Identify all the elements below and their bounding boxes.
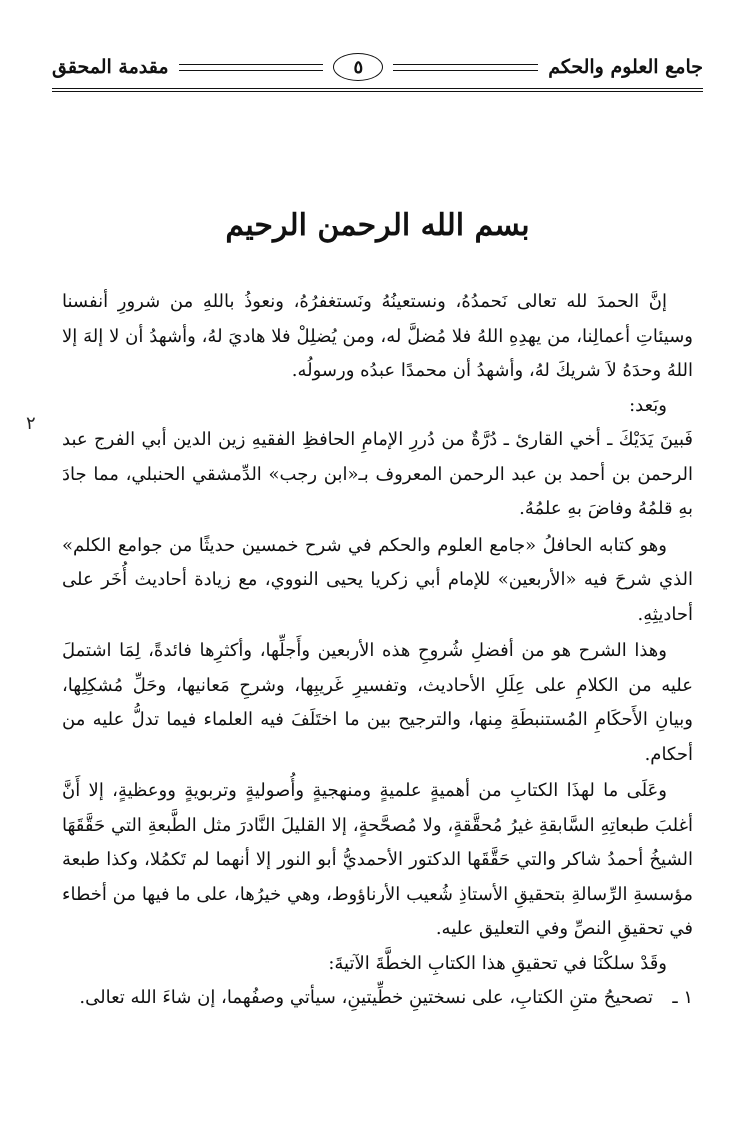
header-divider	[52, 88, 703, 92]
list-item-text: تصحيحُ متنِ الكتابِ، على نسختينِ خطِّيتينِ، سيأتي وصفُهما، إن شاءَ الله تعالى.	[79, 987, 653, 1008]
basmala: بسم الله الرحمن الرحيم	[225, 208, 530, 243]
paragraph: وهذا الشرح هو من أفضلِ شُروحِ هذه الأربعين وأَجلِّها، وأكثرِها فائدةً، لِمَا اشتملَ عليه من الكلامِ على عِلَلِ الأحاديث، وتفسيرِ غَريبِها، وشرحِ مَعانيها، وحَلِّ مُشكِلِها، وبيانِ الأَحكَامِ المُستنبطَةِ مِنها، والترجيح بين ما اختَلَفَ فيه العلماء فيما تدلُّ عليه من أحكام.	[62, 640, 693, 765]
running-header	[52, 50, 703, 84]
paragraph: وهو كتابه الحافلُ «جامع العلوم والحكم في شرح خمسين حديثًا من جوامع الكلم» الذي شرحَ فيه «الأربعين» للإمام أبي زكريا يحيى النووي، مع زيادة أحاديث أُخَر على أحاديثِهِ.	[62, 534, 693, 625]
header-section-title: مقدمة المحقق	[52, 56, 169, 78]
header-rule-left	[179, 64, 324, 71]
list-item-number: ١ ـ	[672, 987, 693, 1008]
paragraph: إنَّ الحمدَ لله تعالى نَحمدُهُ، ونستعينُهُ ونَستغفرُهُ، ونعوذُ باللهِ من شرورِ أنفسنا وسيئاتِ أعمالِنا، من يهدِهِ اللهُ فلا مُضلَّ له، ومن يُضلِلْ فلا هاديَ لهُ، وأشهدُ أن لا إلهَ إلا اللهُ وحدَهُ لاَ شريكَ لهُ، وأشهدُ أن محمدًا عبدُه ورسولُه.	[62, 291, 693, 381]
header-rule-right	[393, 64, 538, 71]
paragraph: وقَدْ سلكْنَا في تحقيقِ هذا الكتابِ الخطَّةَ الآتيةَ:	[328, 952, 667, 974]
header-center	[169, 53, 549, 81]
page-number: ٥	[333, 53, 383, 81]
paragraph: وعَلَى ما لهذَا الكتابِ من أهميةٍ علميةٍ ومنهجيةٍ وأُصوليةٍ وتربويةٍ ووعظيةٍ، إلا أَنَّ أغلبَ طبعاتِهِ السَّابقةِ غيرُ مُحقَّقةٍ، ولا مُصحَّحةٍ، إلا القليلَ النَّادرَ مثل الطَّبعةِ التي حَقَّقَهَا الشيخُ أحمدُ شاكر والتي حَقَّقَها الدكتور الأحمديُّ أبو النور إلا أنهما لم تَكمُلا، وكذا طبعة مؤسسةِ الرِّسالةِ بتحقيقِ الأستاذِ شُعيب الأرناؤوط، وهي خيرُها، على ما فيها من أخطاء في تحقيقِ النصِّ وفي التعليق عليه.	[62, 780, 693, 939]
body-text	[62, 285, 693, 1016]
margin-mark: ٢	[26, 413, 36, 434]
paragraph: فَبينَ يَدَيْكَ ـ أخي القارئ ـ دُرَّةٌ من دُررِ الإمامِ الحافظِ الفقيهِ زين الدين أبي الفرج عبد الرحمن بن أحمد بن عبد الرحمن المعروف بـ«ابن رجب» الدِّمشقي الحنبلي، مما جادَ بهِ قلمُهُ وفاضَ بهِ علمُهُ.	[62, 429, 693, 519]
list-item	[62, 981, 693, 1016]
header-book-title: جامع العلوم والحكم	[548, 56, 703, 78]
paragraph: وبَعد:	[629, 394, 667, 416]
